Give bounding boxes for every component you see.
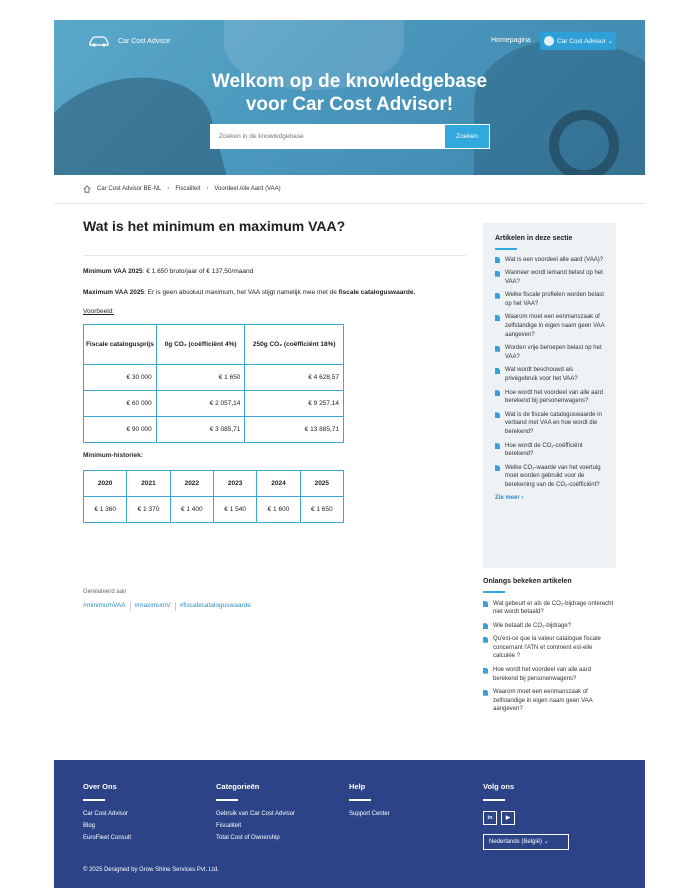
document-icon [495,412,500,418]
footer-column-categories [216,782,295,847]
article-link[interactable]: Welke fiscale profielen worden belast op het VAA? [505,292,604,307]
document-icon [483,690,488,696]
breadcrumb-item[interactable]: Voordeel Alle Aard (VAA) [214,186,281,192]
table-cell: € 60 000 [84,391,157,417]
footer-heading: Volg ons [483,782,515,791]
min-vaa-paragraph [83,268,253,275]
table-header-row [84,325,344,365]
table-cell: € 1 650 [300,497,343,523]
table-row [84,391,344,417]
example-table [83,324,344,443]
article-link[interactable]: Hoe wordt het voordeel van alle aard berekend bij personenwagens? [505,389,604,405]
breadcrumb [83,185,281,193]
table-cell: € 90 000 [84,417,157,443]
breadcrumb-item[interactable]: Car Cost Advisor BE-NL [97,186,162,192]
copyright: © 2025 Designed by Grow Shine Services Pvt. Ltd. [83,867,219,873]
table-cell: € 1 540 [213,497,256,523]
document-icon [495,346,500,352]
hero-banner [54,20,645,175]
list-item[interactable] [483,622,616,631]
list-item[interactable] [495,411,605,437]
title-underline [495,248,517,250]
document-icon [495,257,500,263]
hero-title-line1: Welkom op de knowledgebase [211,71,488,92]
table-cell: € 2 057,14 [156,391,245,417]
heading-underline [349,799,371,801]
recent-articles-title: Onlangs bekeken artikelen [483,578,572,585]
table-row [84,497,344,523]
list-item[interactable] [495,313,605,339]
see-more-link[interactable]: Zie meer › [495,494,524,501]
home-icon[interactable] [83,185,91,193]
max-vaa-text: : Er is geen absoluut maximum, het VAA stijgt namelijk mee met de [144,289,339,296]
document-icon [483,601,488,607]
chevron-right-icon: › [167,186,170,192]
youtube-icon[interactable]: ▶ [501,811,515,825]
tag-link[interactable]: #minimumVAA [83,602,126,609]
table-cell: € 1 370 [127,497,170,523]
divider [130,602,131,611]
table-cell: € 4 628,57 [245,365,344,391]
min-vaa-text: : € 1.650 bruto/jaar of € 137,50/maand [142,268,254,275]
table-cell: € 9 257,14 [245,391,344,417]
document-icon [495,271,500,277]
language-select[interactable]: Nederlands (België) ⌄ [483,834,569,850]
tag-link[interactable]: #fiscalecataloguswaarde [179,602,251,609]
max-vaa-paragraph [83,289,415,296]
article-link[interactable]: Wat is een voordeel alle aard (VAA)? [505,256,604,263]
table-cell: € 3 085,71 [156,417,245,443]
car-logo-icon [88,34,110,48]
hero-title-line2: voor Car Cost Advisor! [245,94,454,115]
list-item[interactable] [483,635,616,661]
list-item[interactable] [495,442,605,459]
article-link[interactable]: Wat wordt beschouwd als privégebruik voor het VAA? [505,367,578,383]
article-link[interactable]: Worden vrije beroepen belast op het VAA? [505,345,602,360]
article-link[interactable]: Hoe wordt de CO₂-coëfficiënt berekend? [505,442,583,458]
footer-column-help [349,782,390,823]
max-vaa-bold: fiscale cataloguswaarde. [338,289,416,296]
document-icon [495,443,500,449]
document-icon [495,465,500,471]
min-vaa-label: Minimum VAA 2025 [83,268,143,275]
heading-underline [83,799,105,801]
document-icon [495,390,500,396]
list-item[interactable] [483,600,616,617]
table-cell: € 1 360 [84,497,127,523]
table-header: 2023 [213,471,256,497]
heading-underline [216,799,238,801]
hero-image-wheel [549,110,619,175]
footer [54,760,645,888]
article-link[interactable]: Wat is de fiscale cataloguswaarde in verband met VAA en hoe wordt die berekend? [505,411,602,435]
article-link[interactable]: Waarom moet een eenmanszaak of zelfstandige in eigen naam geen VAA aangeven? [505,314,605,338]
section-articles-panel [483,223,616,568]
footer-link[interactable]: Blog [83,822,96,829]
table-header: 2025 [300,471,343,497]
breadcrumb-item[interactable]: Fiscaliteit [175,186,201,192]
table-row [84,417,344,443]
document-icon [495,368,500,374]
avatar [544,36,554,46]
document-icon [483,668,488,674]
footer-link[interactable]: Fiscaliteit [216,822,242,829]
article-link[interactable]: Wanneer wordt iemand belast op het VAA? [505,270,603,285]
article-link[interactable]: Wat gebeurt er als de CO₂-bijdrage onterecht niet wordt betaald? [493,600,614,616]
table-header: 0g CO₂ (coëfficiënt 4%) [156,325,245,365]
history-table [83,470,344,523]
table-cell: € 30 000 [84,365,157,391]
history-label: Minimum-historiek: [83,452,143,459]
list-item[interactable] [495,344,605,361]
article-link[interactable]: Welke CO₂-waarde van het voertuig moet worden gebruikt voor de berekening van de CO₂-coëfficiënt? [505,464,601,488]
article-link[interactable]: Hoe wordt het voordeel van alle aard berekend bij personenwagens? [493,667,592,682]
table-header-row [84,471,344,497]
document-icon [483,623,488,629]
section-articles-title: Artikelen in deze sectie [495,235,573,242]
chevron-right-icon: › [206,186,209,192]
footer-column-follow [483,782,569,850]
nav-home-link[interactable]: Homepagina [491,37,531,44]
list-item[interactable] [495,269,605,286]
max-vaa-label: Maximum VAA 2025 [83,289,145,296]
tag-list [83,602,251,611]
search-bar [210,124,490,149]
divider [54,203,645,204]
page-title: Wat is het minimum en maximum VAA? [83,218,346,234]
table-header: 2022 [170,471,213,497]
table-header: 250g CO₂ (coëfficiënt 18%) [245,325,344,365]
list-item[interactable] [495,366,605,383]
title-underline [483,591,505,593]
tag-link[interactable]: #maximumV [134,602,171,609]
search-button[interactable]: Zoeken [445,125,489,148]
list-item[interactable] [495,389,605,406]
linkedin-icon[interactable]: in [483,811,497,825]
document-icon [483,637,488,643]
recent-articles-panel [483,578,616,719]
heading-underline [483,799,505,801]
table-cell: € 1 400 [170,497,213,523]
footer-link[interactable]: Total Cost of Ownership [216,834,280,841]
list-item[interactable] [495,291,605,308]
example-label: Voorbeeld: [83,308,115,315]
table-header: 2020 [84,471,127,497]
list-item[interactable] [483,666,616,683]
footer-link[interactable]: Car Cost Advisor [83,810,129,817]
logo-text: Car Cost Advisor [118,37,171,45]
document-icon [495,315,500,321]
footer-column-about [83,782,131,847]
social-links [483,811,569,825]
document-icon [495,293,500,299]
article-link[interactable]: Qu'est-ce que la valeur catalogue fiscale concernant l'ATN et comment est-elle calculée ? [493,636,601,660]
divider [175,602,176,611]
hero-title [54,70,645,116]
article-link[interactable]: Wie betaalt de CO₂-bijdrage? [493,622,572,629]
footer-heading: Over Ons [83,782,117,791]
list-item[interactable] [483,688,616,714]
footer-link[interactable]: EuroFleet Consult [83,834,132,841]
nav-dropdown-label: Car Cost Advisor ⌄ [557,38,614,45]
article-link[interactable]: Waarom moet een eenmanszaak of zelfstandige in eigen naam geen VAA aangeven? [493,689,593,713]
table-cell: € 1 600 [257,497,300,523]
footer-heading: Categorieën [216,782,260,791]
nav-dropdown-button[interactable] [540,32,616,50]
footer-link[interactable]: Gebruik van Car Cost Advisor [216,810,296,817]
logo[interactable] [88,34,171,48]
footer-link[interactable]: Support Center [349,810,390,817]
table-header: 2021 [127,471,170,497]
divider [83,255,466,256]
table-header: Fiscale catalogusprijs [84,325,157,365]
footer-heading: Help [349,782,366,791]
search-input[interactable] [211,125,445,148]
table-header: 2024 [257,471,300,497]
table-cell: € 1 650 [156,365,245,391]
list-item[interactable] [495,256,605,265]
list-item[interactable] [495,464,605,490]
table-cell: € 13 885,71 [245,417,344,443]
related-label: Gerelateerd aan [83,589,127,595]
table-row [84,365,344,391]
